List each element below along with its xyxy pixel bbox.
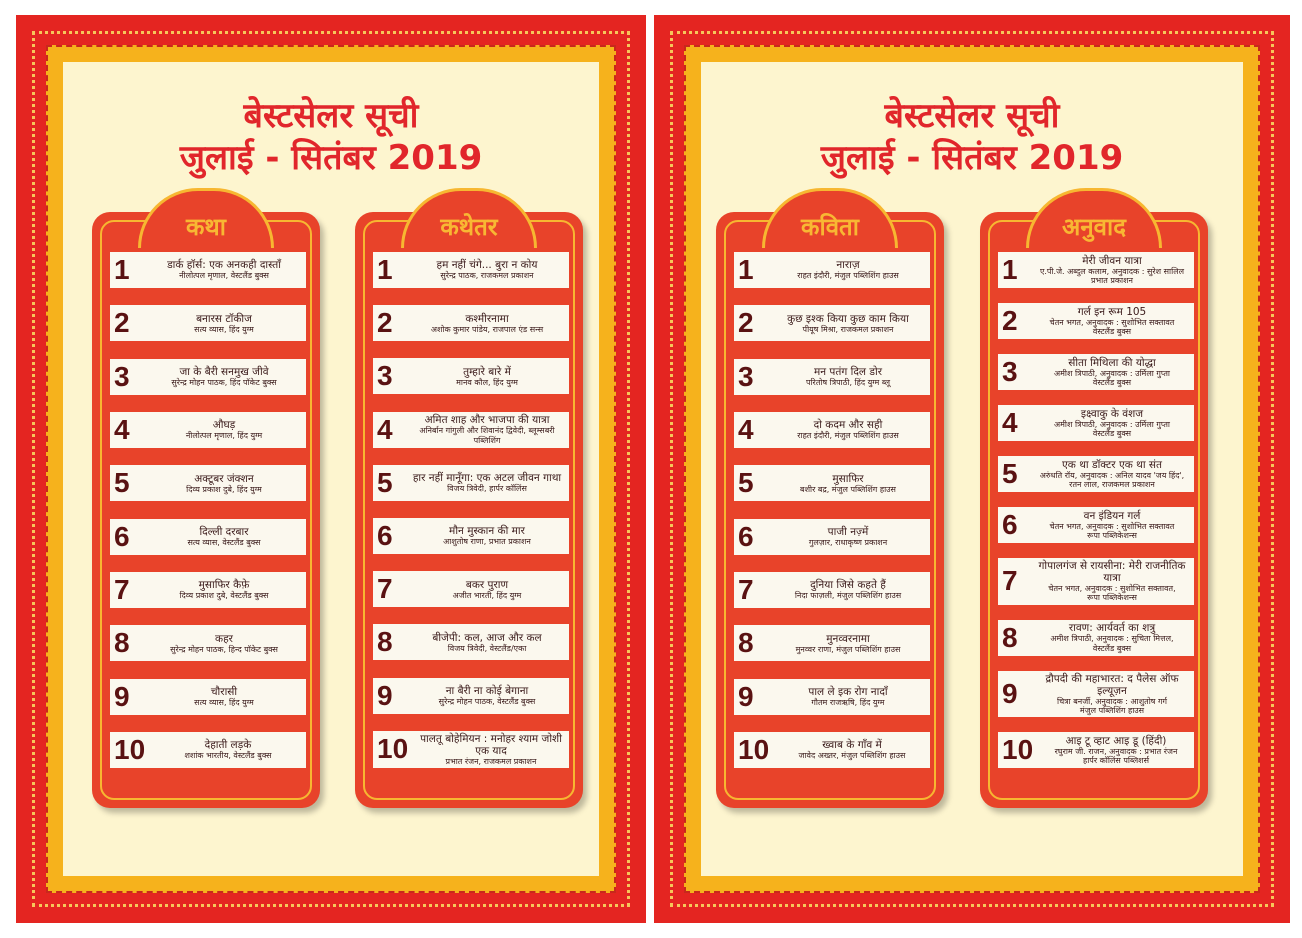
book-author: सुरेन्द्र पाठक, राजकमल प्रकाशन xyxy=(440,271,534,281)
book-author: दिव्य प्रकाश दुबे, वेस्टलैंड बुक्स xyxy=(179,591,269,601)
book-author: सत्य व्यास, वेस्टलैंड बुक्स xyxy=(187,538,261,548)
book-author: अमीश त्रिपाठी, अनुवादक : उर्मिला गुप्ता xyxy=(1054,368,1170,378)
book-author: अमीश त्रिपाठी, अनुवादक : सुचिता मित्तल, xyxy=(1050,634,1174,644)
list-item xyxy=(734,412,930,448)
rank-number: 10 xyxy=(1002,734,1034,765)
book-author: निदा फाज़ली, मंजुल पब्लिशिंग हाउस xyxy=(794,591,902,601)
list-item xyxy=(998,354,1194,390)
rank-number: 6 xyxy=(738,520,754,552)
bestseller-list xyxy=(110,252,306,768)
category-label: कविता xyxy=(801,213,859,241)
list-item xyxy=(110,252,306,288)
list-item xyxy=(373,624,569,660)
book-author: नीलोत्पल मृणाल, वेस्टलैंड बुक्स xyxy=(179,271,269,281)
book-author: सुरेन्द्र मोहन पाठक, वेस्टलैंड बुक्स xyxy=(438,696,536,706)
book-author: चेतन भगत, अनुवादक : सुशोभित सक्तावत, xyxy=(1048,584,1176,594)
book-author: अमीश त्रिपाठी, अनुवादक : उर्मिला गुप्ता xyxy=(1054,419,1170,429)
book-author: आशुतोष राणा, प्रभात प्रकाशन xyxy=(443,537,531,547)
book-title: अक्टूबर जंक्शन xyxy=(194,472,254,485)
rank-number: 1 xyxy=(114,254,130,285)
book-title: मुनव्वरनामा xyxy=(826,632,870,645)
rank-number: 8 xyxy=(738,627,754,659)
list-item xyxy=(998,558,1194,605)
list-item xyxy=(734,679,930,715)
rank-number: 2 xyxy=(377,307,393,339)
category-card xyxy=(980,188,1208,808)
rank-number: 1 xyxy=(1002,254,1018,285)
list-item xyxy=(110,412,306,448)
book-publisher: रतन लाल, राजकमल प्रकाशन xyxy=(1069,480,1155,490)
category-label: कथा xyxy=(186,213,226,241)
rank-number: 2 xyxy=(1002,305,1018,336)
book-author: दिव्य प्रकाश दुबे, हिंद युग्म xyxy=(186,484,262,494)
book-publisher: रूपा पब्लिकेशन्स xyxy=(1087,531,1137,541)
rank-number: 6 xyxy=(1002,509,1018,540)
rank-number: 10 xyxy=(114,733,146,765)
rank-number: 5 xyxy=(114,467,130,499)
list-item xyxy=(373,412,569,448)
list-item xyxy=(734,252,930,288)
book-title: कश्मीरनामा xyxy=(465,312,509,325)
list-item xyxy=(110,572,306,608)
page-subtitle: जुलाई - सितंबर 2019 xyxy=(820,138,1124,178)
bestseller-list xyxy=(734,252,930,768)
rank-number: 4 xyxy=(738,413,754,445)
page-title: बेस्टसेलर सूची xyxy=(243,96,419,136)
book-title: दिल्ली दरबार xyxy=(199,526,249,539)
book-publisher: प्रभात प्रकाशन xyxy=(1091,276,1133,286)
list-item xyxy=(110,359,306,395)
book-author: परितोष त्रिपाठी, हिंद युग्म ब्लू xyxy=(805,378,891,388)
list-item xyxy=(998,252,1194,288)
book-title: बीजेपी: कल, आज और कल xyxy=(432,631,542,644)
book-author: मानव कौल, हिंद युग्म xyxy=(456,377,518,387)
book-author: रघुराम जी. राजन, अनुवादक : प्रभात रंजन xyxy=(1054,746,1178,756)
rank-number: 5 xyxy=(738,467,754,499)
list-item xyxy=(373,305,569,341)
book-title: जा के बैरी सनमुख जीवे xyxy=(179,366,269,379)
book-publisher: मंजुल पब्लिशिंग हाउस xyxy=(1079,705,1145,715)
book-title: इक्ष्वाकु के वंशज xyxy=(1080,407,1144,420)
book-title: सीता मिथिला की योद्धा xyxy=(1068,356,1156,369)
book-title: द्रौपदी की महाभारत: द पैलेस ऑफ इल्यूज़न xyxy=(1045,672,1179,697)
rank-number: 3 xyxy=(1002,356,1018,387)
book-title: डार्क हॉर्स: एक अनकही दास्ताँ xyxy=(167,259,281,272)
book-author: विजय त्रिवेदी, वेस्टलैंड/एका xyxy=(447,643,527,653)
rank-number: 10 xyxy=(377,733,409,765)
rank-number: 6 xyxy=(114,520,130,552)
book-title: गोपालगंज से रायसीना: मेरी राजनीतिक यात्रा xyxy=(1038,560,1186,585)
rank-number: 1 xyxy=(738,254,754,285)
book-author: गौतम राजऋषि, हिंद युग्म xyxy=(811,698,885,708)
category-label: कथेतर xyxy=(440,213,498,241)
book-title: कहर xyxy=(215,632,233,645)
list-item xyxy=(373,465,569,501)
book-publisher: वेस्टलैंड बुक्स xyxy=(1092,643,1132,653)
rank-number: 3 xyxy=(114,360,130,392)
book-author: सत्य व्यास, हिंद युग्म xyxy=(194,698,254,708)
book-title: हार नहीं मानूँगा: एक अटल जीवन गाथा xyxy=(412,472,562,485)
book-title: आइ टू व्हाट आइ डू (हिंदी) xyxy=(1065,734,1167,747)
book-title: मौन मुस्कान की मार xyxy=(449,525,525,538)
rank-number: 1 xyxy=(377,254,393,285)
book-author: पीयूष मिश्रा, राजकमल प्रकाशन xyxy=(802,324,894,334)
list-item xyxy=(110,732,306,768)
book-author: अशोक कुमार पांडेय, राजपाल एंड सन्स xyxy=(430,324,544,334)
list-item xyxy=(734,625,930,661)
list-item xyxy=(373,358,569,394)
category-card xyxy=(716,188,944,808)
page-subtitle: जुलाई - सितंबर 2019 xyxy=(179,138,483,178)
book-title: तुम्हारे बारे में xyxy=(463,365,511,378)
category-card xyxy=(92,188,320,808)
category-label: अनुवाद xyxy=(1062,213,1126,241)
book-author: अरुंधति रॉय, अनुवादक : अनिल यादव 'जय हिंद', xyxy=(1039,470,1185,480)
book-author: मुनव्वर राणा, मंजुल पब्लिशिंग हाउस xyxy=(795,644,901,654)
book-title: मुसाफिर कैफ़े xyxy=(198,579,250,592)
book-author: सत्य व्यास, हिंद युग्म xyxy=(194,324,254,334)
book-title: ना बैरी ना कोई बेगाना xyxy=(445,684,529,697)
book-title: पाजी नज़्में xyxy=(827,526,869,539)
rank-number: 9 xyxy=(738,680,754,712)
list-item xyxy=(734,732,930,768)
book-title: दो कदम और सही xyxy=(813,419,883,432)
rank-number: 3 xyxy=(377,360,393,392)
rank-number: 4 xyxy=(377,413,393,445)
book-author: नीलोत्पल मृणाल, हिंद युग्म xyxy=(185,431,263,441)
book-author: अनिर्बान गांगुली और शिवानंद द्विवेदी, ब्लूम्सबरी पब्लिशिंग xyxy=(419,426,555,445)
rank-number: 2 xyxy=(738,307,754,339)
list-item xyxy=(998,456,1194,492)
book-title: हम नहीं चंगे... बुरा न कोय xyxy=(436,259,538,272)
rank-number: 4 xyxy=(114,413,130,445)
book-publisher: वेस्टलैंड बुक्स xyxy=(1092,378,1132,388)
list-item xyxy=(373,518,569,554)
rank-number: 3 xyxy=(738,360,754,392)
book-author: अजीत भारती, हिंद युग्म xyxy=(452,590,522,600)
book-title: कुछ इश्क किया कुछ काम किया xyxy=(787,312,909,325)
list-item xyxy=(998,507,1194,543)
rank-number: 9 xyxy=(114,680,130,712)
rank-number: 6 xyxy=(377,519,393,551)
book-author: जावेद अख्तर, मंजुल पब्लिशिंग हाउस xyxy=(798,751,906,761)
book-publisher: हार्पर कॉलिंस पब्लिशर्स xyxy=(1082,756,1149,766)
book-title: मन पतंग दिल डोर xyxy=(813,366,883,379)
list-item xyxy=(373,678,569,714)
rank-number: 9 xyxy=(1002,677,1018,709)
book-publisher: वेस्टलैंड बुक्स xyxy=(1092,327,1132,337)
book-title: अमित शाह और भाजपा की यात्रा xyxy=(424,414,550,427)
book-author: गुलज़ार, राधाकृष्ण प्रकाशन xyxy=(808,538,888,548)
list-item xyxy=(998,732,1194,768)
rank-number: 7 xyxy=(1002,565,1018,597)
rank-number: 9 xyxy=(377,679,393,711)
book-title: बकर पुराण xyxy=(465,578,509,591)
list-item xyxy=(734,572,930,608)
list-item xyxy=(998,303,1194,339)
book-title: औघड़ xyxy=(212,419,236,432)
list-item xyxy=(110,305,306,341)
book-author: सुरेन्द्र मोहन पाठक, हिंद पॉकेट बुक्स xyxy=(171,378,277,388)
book-title: पाल ले इक रोग नादाँ xyxy=(808,686,888,698)
rank-number: 5 xyxy=(377,466,393,498)
rank-number: 7 xyxy=(114,573,130,605)
book-author: ए.पी.जे. अब्दुल कलाम, अनुवादक : सुरेश सालिल xyxy=(1039,266,1185,276)
book-publisher: रूपा पब्लिकेशन्स xyxy=(1087,593,1137,603)
list-item xyxy=(998,620,1194,656)
book-title: मुसाफिर xyxy=(832,472,864,485)
book-title: देहाती लड़के xyxy=(204,739,252,752)
list-item xyxy=(734,465,930,501)
book-author: चेतन भगत, अनुवादक : सुशोभित सक्तावत xyxy=(1049,317,1175,327)
book-author: चेतन भगत, अनुवादक : सुशोभित सक्तावत xyxy=(1049,521,1175,531)
list-item xyxy=(110,519,306,555)
rank-number: 5 xyxy=(1002,458,1018,489)
list-item xyxy=(110,465,306,501)
page-title: बेस्टसेलर सूची xyxy=(884,96,1060,136)
list-item xyxy=(734,519,930,555)
book-title: मेरी जीवन यात्रा xyxy=(1082,254,1142,267)
bestseller-list xyxy=(373,252,569,768)
book-author: सुरेन्द्र मोहन पाठक, हिन्द पॉकेट बुक्स xyxy=(170,644,278,654)
book-title: ख्वाब के गाँव में xyxy=(822,739,882,752)
list-item xyxy=(110,625,306,661)
book-title: बनारस टॉकीज xyxy=(196,312,252,325)
book-author: चित्रा बनर्जी, अनुवादक : आशुतोष गर्ग xyxy=(1057,696,1167,706)
book-author: शशांक भारतीय, वेस्टलैंड बुक्स xyxy=(184,751,272,761)
book-author: राहत इंदौरी, मंजुल पब्लिशिंग हाउस xyxy=(797,271,899,281)
rank-number: 8 xyxy=(377,626,393,658)
rank-number: 8 xyxy=(1002,621,1018,653)
list-item xyxy=(373,571,569,607)
list-item xyxy=(110,679,306,715)
list-item xyxy=(373,731,569,768)
list-item xyxy=(998,405,1194,441)
list-item xyxy=(998,671,1194,718)
book-title: गर्ल इन रूम 105 xyxy=(1077,305,1147,318)
book-title: वन इंडियन गर्ल xyxy=(1083,509,1141,522)
rank-number: 8 xyxy=(114,627,130,659)
category-card xyxy=(355,188,583,808)
book-author: राहत इंदौरी, मंजुल पब्लिशिंग हाउस xyxy=(797,431,899,441)
rank-number: 4 xyxy=(1002,407,1018,438)
book-title: एक था डॉक्टर एक था संत xyxy=(1061,458,1163,471)
list-item xyxy=(734,359,930,395)
rank-number: 10 xyxy=(738,733,770,765)
bestseller-list xyxy=(998,252,1194,768)
rank-number: 2 xyxy=(114,307,130,339)
list-item xyxy=(373,252,569,288)
book-title: पालतू बोहेमियन : मनोहर श्याम जोशी एक याद xyxy=(420,732,562,757)
book-title: दुनिया जिसे कहते हैं xyxy=(810,579,886,592)
rank-number: 7 xyxy=(377,573,393,605)
list-item xyxy=(734,305,930,341)
book-title: रावण: आर्यवर्त का शत्रु xyxy=(1068,622,1156,635)
book-author: प्रभात रंजन, राजकमल प्रकाशन xyxy=(445,756,537,766)
book-publisher: वेस्टलैंड बुक्स xyxy=(1092,429,1132,439)
book-title: नाराज़ xyxy=(836,259,860,272)
rank-number: 7 xyxy=(738,573,754,605)
book-author: बशीर बद्र, मंजुल पब्लिशिंग हाउस xyxy=(800,484,896,494)
book-title: चौरासी xyxy=(210,686,238,698)
book-author: विजय त्रिवेदी, हार्पर कॉलिंस xyxy=(447,484,527,494)
